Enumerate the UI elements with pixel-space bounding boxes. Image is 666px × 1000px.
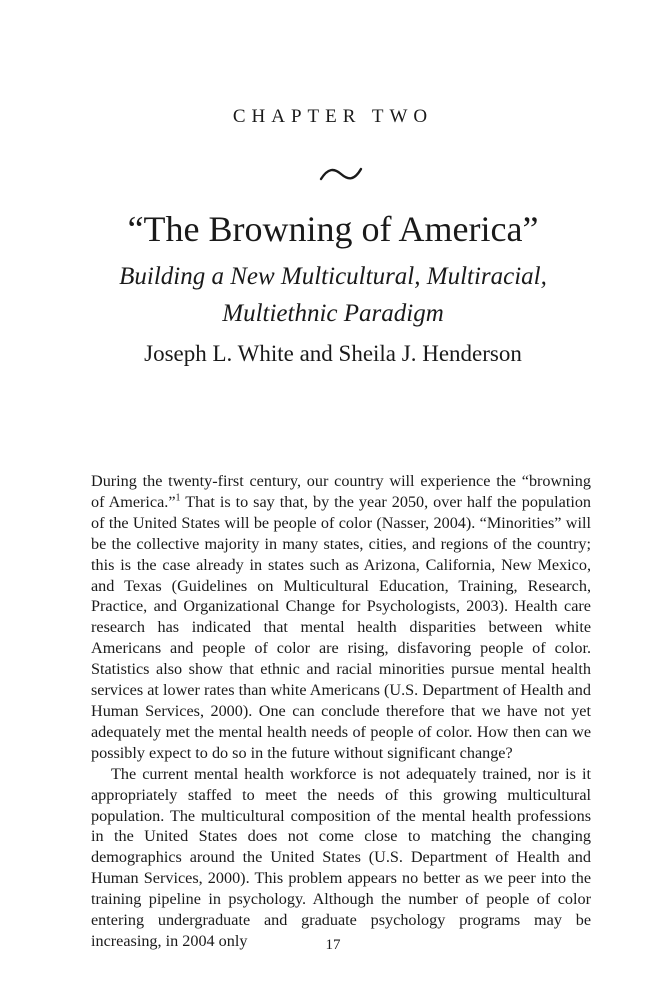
chapter-subtitle-line-2: Multiethnic Paradigm [222, 300, 444, 327]
paragraph-1-text-b: That is to say that, by the year 2050, over half the population of the United States will be people of color (Nasser, 2004). “Minorities” will be the collective majority in many states, cities, and regions of the country; this is the case already in states such as Arizona, California, New Mexico, and Texas (Guidelines on Multicultural Education, Training, Research, Practice, and Organizational Change for Psychologists, 2003). Health care research has indicated that mental health disparities between white Americans and people of color are rising, disfavoring people of color. Statistics also show that ethnic and racial minorities pursue mental health services at lower rates than white Americans (U.S. Department of Health and Human Services, 2000). One can conclude therefore that we have not yet adequately met the mental health needs of people of color. How then can we possibly expect to do so in the future without significant change? [91, 492, 592, 762]
paragraph-1 [91, 471, 591, 764]
footnote-marker[interactable]: 1 [175, 492, 181, 504]
body-text [91, 471, 591, 952]
chapter-label: CHAPTER TWO [232, 106, 434, 127]
page-number: 17 [325, 937, 341, 953]
chapter-authors: Joseph L. White and Sheila J. Henderson [144, 341, 522, 366]
chapter-title: “The Browning of America” [127, 209, 539, 249]
paragraph-1-text-a: During the twenty-first century, our country will experience the “browning of America.” [91, 472, 591, 511]
tilde-ornament-icon [318, 160, 364, 186]
chapter-subtitle-line-1: Building a New Multicultural, Multiracial, [119, 263, 547, 290]
paragraph-2: The current mental health workforce is not adequately trained, nor is it appropriately staffed to meet the needs of this growing multicultural population. The multicultural composition of the mental health professions in the United States does not come close to matching the changing demographics around the United States (U.S. Department of Health and Human Services, 2000). This problem appears no better as we peer into the training pipeline in psychology. Although the number of people of color entering undergraduate and graduate psychology programs may be increasing, in 2004 only [91, 764, 591, 950]
